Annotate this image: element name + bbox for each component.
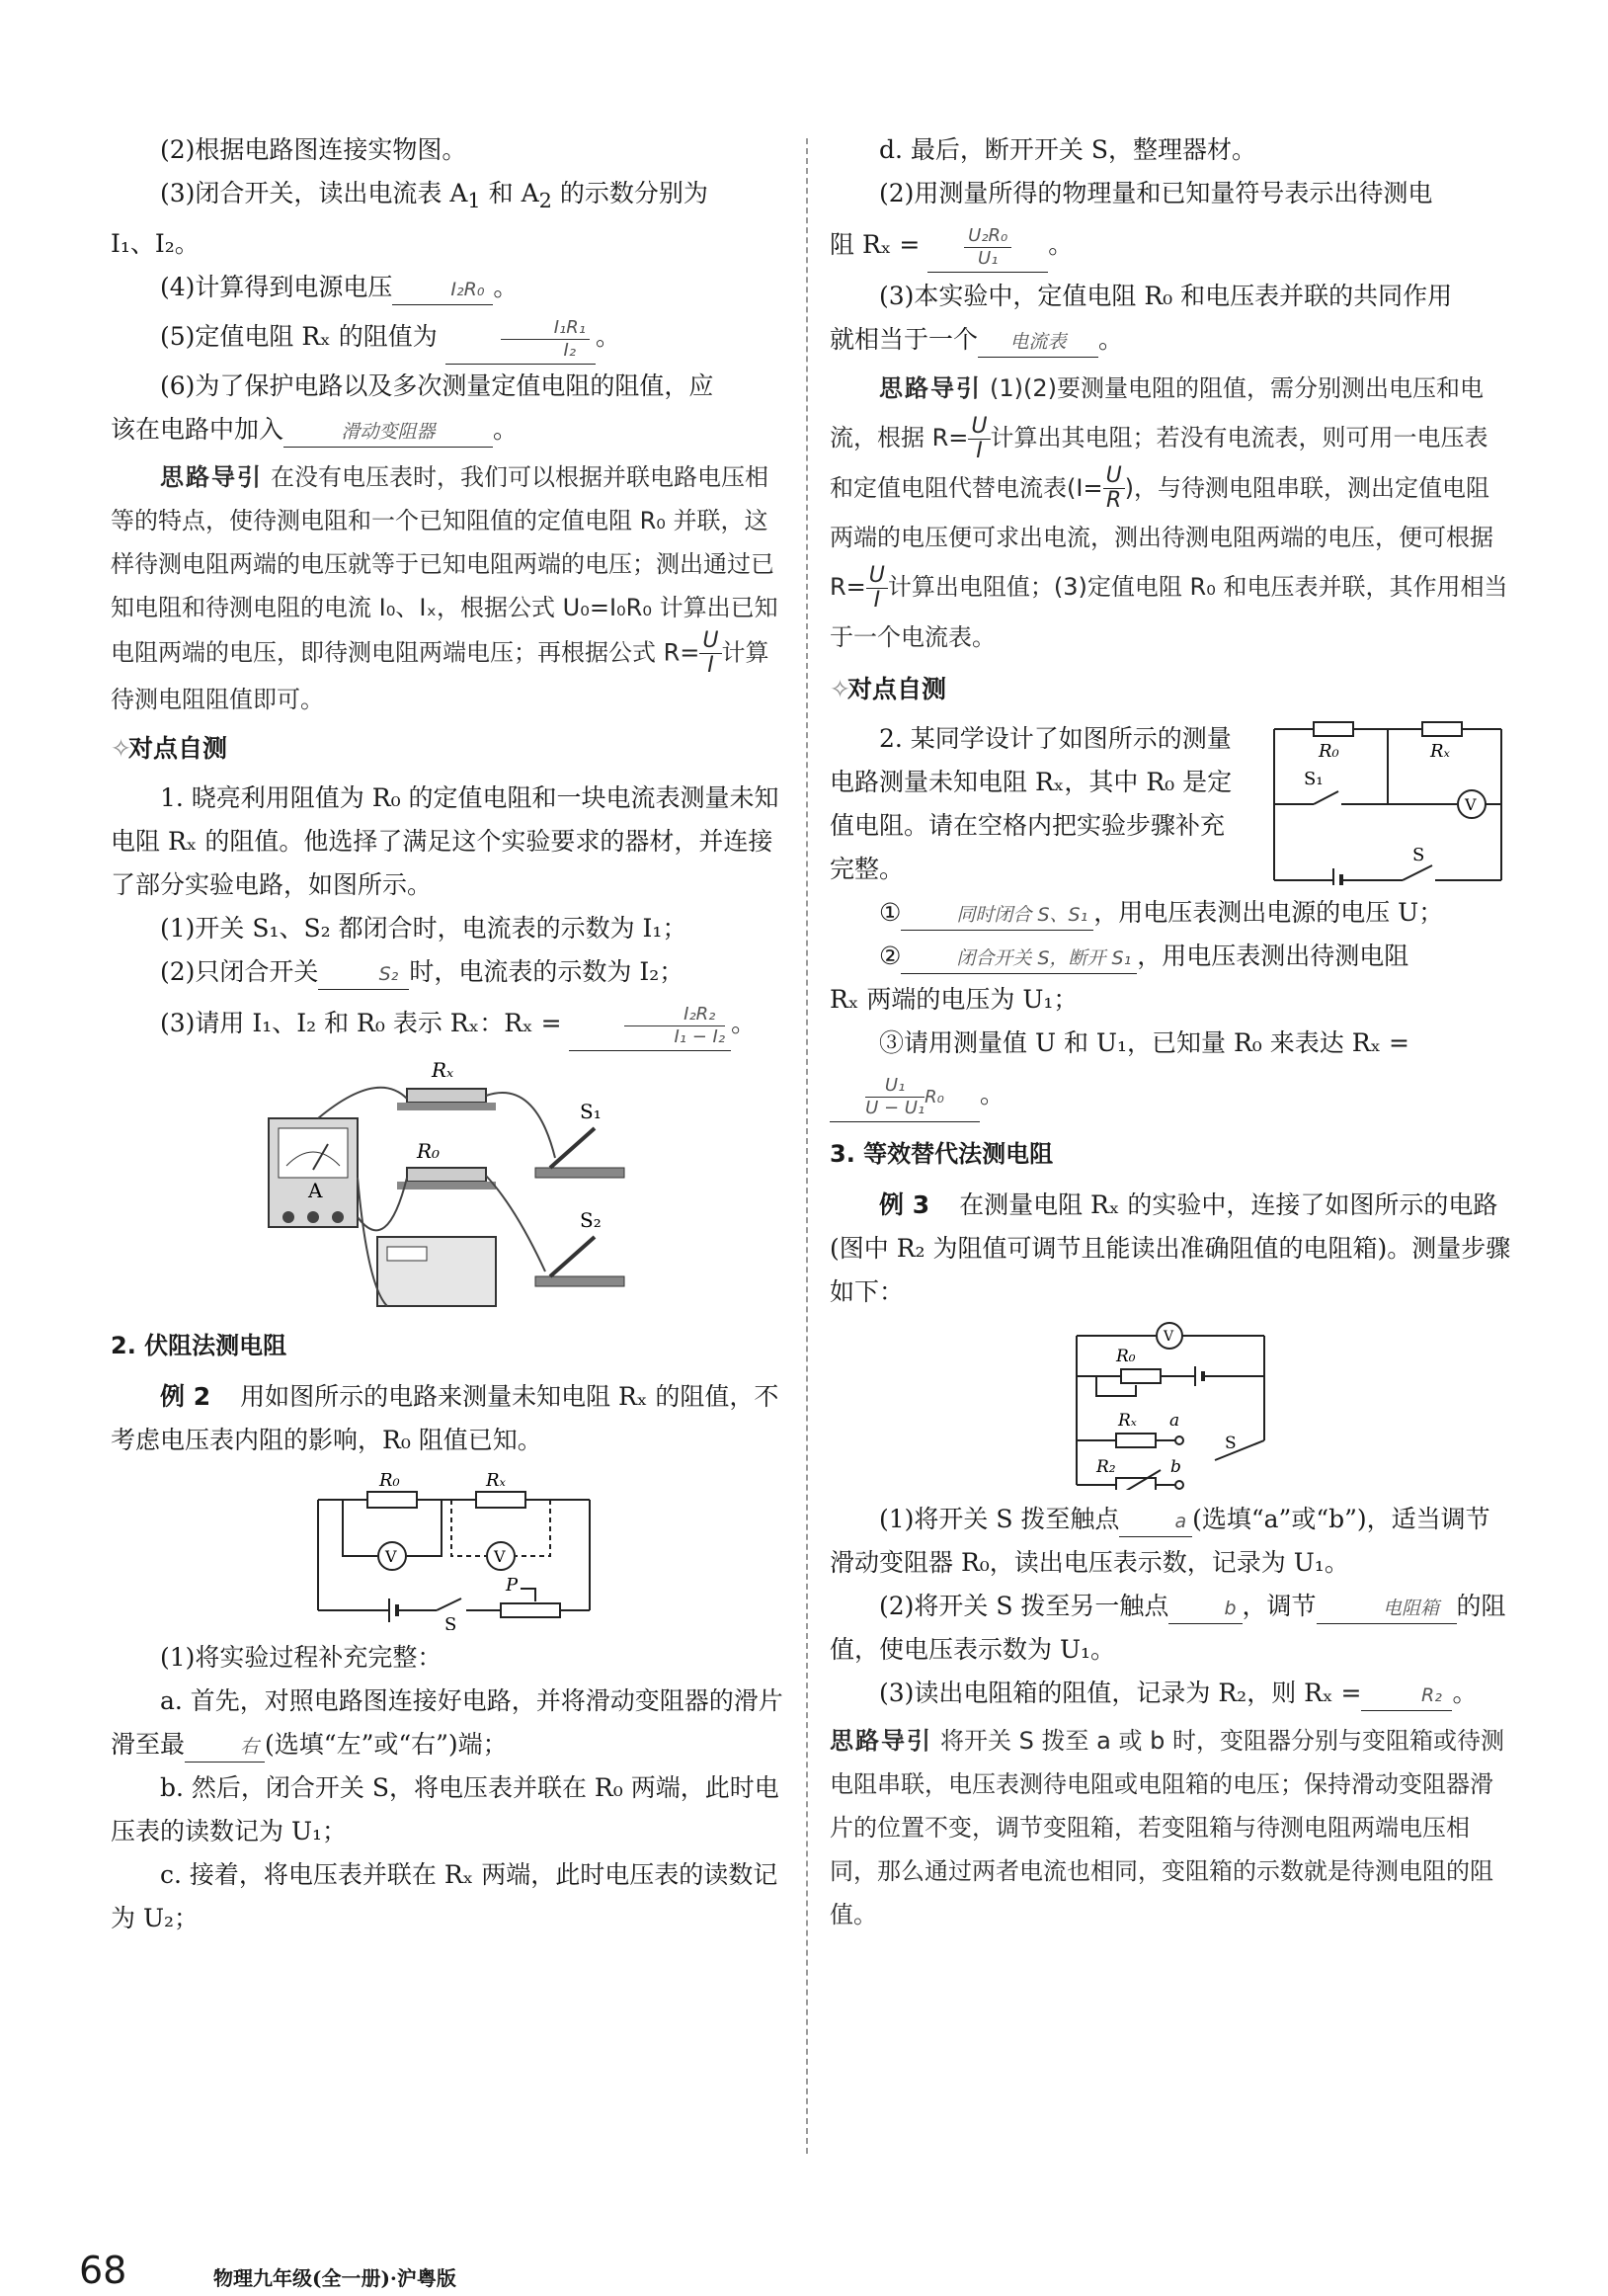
example-2-circuit [308, 1472, 604, 1630]
step-2: (2)根据电路图连接实物图。 [160, 135, 467, 164]
example-2: 例 2 用如图所示的电路来测量未知电阻 Rₓ 的阻值，不考虑电压表内阻的影响，R₀ 阻值已知。 [111, 1382, 779, 1454]
svg-text:S₁: S₁ [580, 1100, 602, 1123]
left-column [111, 128, 788, 1940]
answer-blank: S₂ [318, 959, 409, 990]
ex2-part2: (2)用测量所得的物理量和已知量符号表示出待测电 [879, 179, 1433, 207]
ex3-step3: (3)读出电阻箱的阻值，记录为 R₂，则 Rₓ = R₂ 。 [830, 1672, 1511, 1715]
ex2-step-c: c. 接着，将电压表并联在 Rₓ 两端，此时电压表的读数记为 U₂； [111, 1860, 778, 1932]
step-3: (3)闭合开关，读出电流表 $A_1$ 和 $A_2$ 的示数分别为 [160, 179, 708, 212]
answer-blank: 电流表 [978, 327, 1098, 358]
answer-blank: a [1119, 1507, 1192, 1537]
self-test-heading-2: ✧对点自测 [830, 674, 947, 703]
svg-text:S: S [444, 1614, 457, 1630]
svg-text:S₂: S₂ [580, 1208, 602, 1232]
svg-text:a: a [1169, 1410, 1180, 1431]
resistor-r0-icon [397, 1168, 496, 1189]
svg-text:V: V [1465, 794, 1477, 814]
column-divider [806, 138, 808, 2154]
resistor-rx-icon [397, 1089, 496, 1110]
svg-text:Rₓ: Rₓ [432, 1059, 454, 1082]
answer-blank: $\frac{\text{U₂R₀}}{\text{U₁}}$ [927, 225, 1048, 273]
q1-part2: (2)只闭合开关 S₂ 时，电流表的示数为 I₂； [111, 950, 788, 994]
step-3-cont: I₁、I₂。 [111, 229, 200, 258]
svg-text:V: V [494, 1547, 506, 1566]
question-2: 2. 某同学设计了如图所示的测量电路测量未知电阻 Rₓ，其中 R₀ 是定值电阻。请在空格内把实验步骤补充完整。 [830, 723, 1233, 883]
q2-step2: ② 闭合开关 S，断开 S₁ ，用电压表测出待测电阻 [830, 935, 1511, 978]
svg-text:R₀: R₀ [379, 1472, 400, 1491]
ex2-part1: (1)将实验过程补充完整： [160, 1643, 442, 1672]
book-title: 物理九年级(全一册)·沪粤版 [213, 2266, 456, 2290]
thinking-guide: 思路导引 在没有电压表时，我们可以根据并联电路电压相等的特点，使待测电阻和一个已知阻值的定值电阻 R₀ 并联，这样待测电阻两端的电压就等于已知电阻两端的电压；测出通过已知电阻和待测电阻的电流 I₀、Iₓ，根据公式 U₀=I₀R₀ 计算出已知电阻两端的电压，即待测电阻两端电压；再根据公式 R= $\frac{U}{I}$ 计算待测电阻阻值即可。 [111, 463, 778, 713]
right-column [830, 128, 1511, 1936]
svg-text:P: P [506, 1575, 519, 1596]
svg-text:S: S [1412, 844, 1425, 865]
q2-step1: ① 同时闭合 S、S₁ ，用电压表测出电源的电压 U； [830, 891, 1511, 935]
thinking-guide-2: 思路导引 (1)(2)要测量电阻的阻值，需分别测出电压和电流，根据 R= $\frac{U}{I}$ 计算出其电阻；若没有电流表，则可用一电压表和定值电阻代替电流表(I= $\frac{U}{R}$ )，与待测电阻串联，测出定值电阻两端的电压便可求出电流，测出待测电阻两端的电压，便可根据 R= $\frac{U}{I}$ 计算出电阻值；(3)定值电阻 R₀ 和电压表并联，其作用相当于一个电流表。 [830, 374, 1508, 651]
ex2-part2-cont: 阻 Rₓ = $\frac{\text{U₂R₀}}{\text{U₁}}$ 。 [830, 215, 1511, 275]
question-2-block [830, 717, 1511, 891]
svg-text:R₀: R₀ [1319, 740, 1339, 762]
step-6-cont: 该在电路中加入 滑动变阻器 。 [111, 408, 788, 451]
question-1: 1. 晓亮利用阻值为 R₀ 的定值电阻和一块电流表测量未知电阻 Rₓ 的阻值。他选择了满足这个实验要求的器材，并连接了部分实验电路，如图所示。 [111, 783, 779, 899]
section-2-heading: 2. 伏阻法测电阻 [111, 1332, 287, 1359]
answer-blank: $\frac{\text{I₁R₁}}{\text{I₂}}$ [445, 317, 596, 365]
power-supply-icon [377, 1237, 496, 1306]
svg-text:R₀: R₀ [417, 1139, 441, 1163]
q1-part1: (1)开关 S₁、S₂ 都闭合时，电流表的示数为 I₁； [160, 914, 687, 943]
answer-blank: 闭合开关 S，断开 S₁ [901, 943, 1137, 974]
q2-step2-cont: Rₓ 两端的电压为 U₁； [830, 984, 1079, 1014]
svg-text:Rₓ: Rₓ [1118, 1410, 1137, 1431]
guide-tag: 思路导引 [160, 463, 263, 491]
ex2-step-b: b. 然后，闭合开关 S，将电压表并联在 R₀ 两端，此时电压表的读数记为 U₁； [111, 1773, 779, 1845]
svg-text:S: S [1225, 1433, 1237, 1453]
answer-blank: I₂R₀ [392, 275, 493, 305]
answer-blank: R₂ [1361, 1681, 1452, 1711]
answer-blank: b [1168, 1594, 1242, 1624]
ex2-part3: (3)本实验中，定值电阻 R₀ 和电压表并联的共同作用 [879, 282, 1453, 310]
example-3-circuit [1067, 1322, 1274, 1490]
svg-text:S₁: S₁ [1304, 768, 1324, 789]
question-2-circuit [1264, 717, 1511, 885]
answer-blank: $\frac{\text{U₁}}{\text{U − U₁}}$ R₀ [830, 1075, 980, 1122]
svg-text:b: b [1170, 1456, 1181, 1477]
step-5: (5)定值电阻 Rₓ 的阻值为 $\frac{\text{I₁R₁}}{\text{I₂}}$ 。 [111, 309, 788, 365]
svg-text:V: V [1164, 1328, 1174, 1345]
ex2-step-d: d. 最后，断开开关 S，整理器材。 [879, 135, 1256, 164]
answer-blank: 滑动变阻器 [283, 417, 493, 448]
answer-blank: 右 [185, 1732, 265, 1763]
thinking-guide-3: 思路导引 将开关 S 拨至 a 或 b 时，变阻器分别与变阻箱或待测电阻串联，电压表测待电阻或电阻箱的电压；保持滑动变阻器滑片的位置不变，调节变阻箱，若变阻箱与待测电阻两端电压相同，那么通过两者电流也相同，变阻箱的示数就是待测电阻的阻值。 [830, 1726, 1504, 1928]
answer-blank: 同时闭合 S、S₁ [901, 900, 1093, 931]
svg-text:A: A [308, 1179, 323, 1202]
page-number: 68 [79, 2249, 127, 2292]
svg-text:Rₓ: Rₓ [1430, 740, 1450, 762]
svg-text:V: V [385, 1547, 397, 1566]
step-6: (6)为了保护电路以及多次测量定值电阻的阻值，应 [160, 371, 714, 400]
ex3-step2: (2)将开关 S 拨至另一触点 b ，调节 电阻箱 的阻值，使电压表示数为 U₁。 [830, 1591, 1506, 1664]
section-3-heading: 3. 等效替代法测电阻 [830, 1139, 1054, 1168]
q2-step3-answer: $\frac{\text{U₁}}{\text{U − U₁}}$ R₀ 。 [830, 1065, 1511, 1124]
switch-s2-icon [535, 1237, 624, 1286]
q1-part3: (3)请用 I₁、I₂ 和 R₀ 表示 Rₓ：Rₓ = $\frac{\text{I₂R₂}}{\text{I₁ − I₂}}$ 。 [111, 994, 788, 1053]
step-4: (4)计算得到电源电压 I₂R₀ 。 [111, 266, 788, 309]
self-test-heading: ✧对点自测 [111, 734, 228, 763]
ex2-part3-cont: 就相当于一个 电流表 。 [830, 318, 1511, 362]
svg-text:R₂: R₂ [1096, 1456, 1116, 1477]
answer-blank: $\frac{\text{I₂R₂}}{\text{I₁ − I₂}}$ [569, 1004, 731, 1051]
svg-text:Rₓ: Rₓ [486, 1472, 506, 1491]
svg-text:R₀: R₀ [1116, 1346, 1136, 1366]
example-3: 例 3 在测量电阻 Rₓ 的实验中，连接了如图所示的电路(图中 R₂ 为阻值可调节且能读出准确阻值的电阻箱)。测量步骤如下： [830, 1189, 1511, 1306]
ammeter-icon [269, 1118, 358, 1227]
ex2-step-a: a. 首先，对照电路图连接好电路，并将滑动变阻器的滑片滑至最 右 (选填“左”或“右”)端； [111, 1680, 788, 1766]
apparatus-photo [259, 1059, 654, 1316]
q2-step3: ③请用测量值 U 和 U₁，已知量 R₀ 来表达 Rₓ = [879, 1027, 1410, 1057]
answer-blank: 电阻箱 [1317, 1594, 1457, 1624]
ex3-step1: (1)将开关 S 拨至触点 a (选填“a”或“b”)，适当调节滑动变阻器 R₀，读出电压表示数，记录为 U₁。 [830, 1504, 1490, 1577]
